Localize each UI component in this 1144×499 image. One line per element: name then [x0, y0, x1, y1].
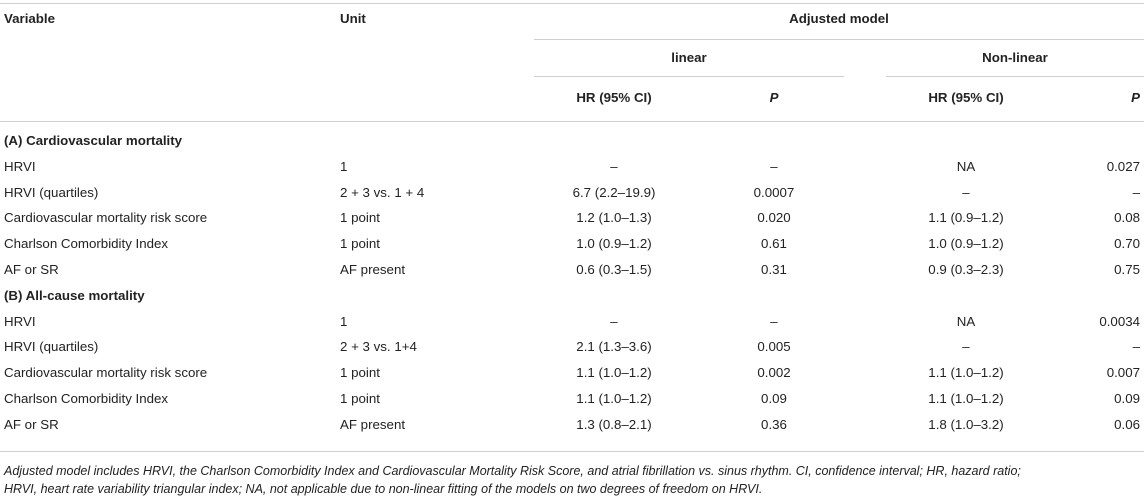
cell-variable: Cardiovascular mortality risk score — [4, 210, 208, 225]
header-adjusted-model: Adjusted model — [789, 11, 889, 26]
cell-nonlinear-hr: 1.1 (0.9–1.2) — [928, 210, 1004, 225]
cell-linear-p: – — [770, 159, 778, 174]
cell-nonlinear-p: 0.06 — [1114, 417, 1140, 432]
header-nonlinear-hr: HR (95% CI) — [928, 90, 1004, 105]
section-title: (A) Cardiovascular mortality — [4, 133, 183, 148]
cell-linear-p: – — [770, 314, 778, 329]
cell-linear-hr: 1.1 (1.0–1.2) — [576, 365, 652, 380]
bottom-rule — [0, 451, 1144, 452]
cell-unit: 2 + 3 vs. 1+4 — [340, 339, 417, 354]
linear-rule — [534, 76, 844, 77]
cell-nonlinear-p: 0.70 — [1114, 236, 1140, 251]
cell-linear-hr: 1.1 (1.0–1.2) — [576, 391, 652, 406]
cell-unit: AF present — [340, 417, 406, 432]
cell-nonlinear-p: 0.09 — [1114, 391, 1140, 406]
cell-nonlinear-p: 0.007 — [1106, 365, 1140, 380]
cell-linear-hr: 1.2 (1.0–1.3) — [576, 210, 652, 225]
cell-linear-p: 0.005 — [757, 339, 791, 354]
cell-nonlinear-hr: NA — [956, 314, 976, 329]
cell-linear-hr: 0.6 (0.3–1.5) — [576, 262, 652, 277]
header-nonlinear-p: P — [1131, 90, 1140, 105]
cell-unit: 1 point — [340, 236, 380, 251]
cell-linear-p: 0.020 — [757, 210, 791, 225]
cell-variable: HRVI (quartiles) — [4, 185, 99, 200]
cell-linear-p: 0.61 — [761, 236, 787, 251]
cell-unit: AF present — [340, 262, 406, 277]
cell-variable: Cardiovascular mortality risk score — [4, 365, 208, 380]
cell-nonlinear-p: 0.08 — [1114, 210, 1140, 225]
cell-nonlinear-p: – — [1132, 339, 1140, 354]
nonlinear-rule — [886, 76, 1144, 77]
cell-variable: AF or SR — [4, 262, 59, 277]
adjusted-model-rule — [534, 39, 1144, 40]
cell-linear-hr: – — [610, 314, 618, 329]
header-unit: Unit — [340, 11, 366, 26]
cell-linear-hr: 1.3 (0.8–2.1) — [576, 417, 652, 432]
header-linear-p: P — [769, 90, 779, 105]
cell-unit: 1 point — [340, 365, 380, 380]
cell-variable: HRVI — [4, 314, 36, 329]
cell-nonlinear-p: 0.75 — [1114, 262, 1140, 277]
cell-nonlinear-hr: 0.9 (0.3–2.3) — [928, 262, 1004, 277]
cell-variable: Charlson Comorbidity Index — [4, 391, 169, 406]
footnote-line-2: HRVI, heart rate variability triangular index; NA, not applicable due to non-linear fitting of the models on two degrees of freedom on HRVI. — [4, 482, 763, 496]
header-bottom-rule — [0, 121, 1144, 122]
cell-variable: Charlson Comorbidity Index — [4, 236, 169, 251]
cell-unit: 1 — [340, 314, 348, 329]
cell-linear-p: 0.36 — [761, 417, 787, 432]
cell-unit: 1 point — [340, 210, 380, 225]
header-linear: linear — [671, 50, 707, 65]
cell-nonlinear-hr: – — [962, 339, 970, 354]
cell-nonlinear-hr: 1.1 (1.0–1.2) — [928, 365, 1004, 380]
cell-nonlinear-hr: 1.0 (0.9–1.2) — [928, 236, 1004, 251]
header-linear-hr: HR (95% CI) — [576, 90, 652, 105]
header-nonlinear: Non-linear — [982, 50, 1048, 65]
top-rule — [0, 3, 1144, 4]
cell-unit: 2 + 3 vs. 1 + 4 — [340, 185, 425, 200]
cell-nonlinear-hr: – — [962, 185, 970, 200]
cell-nonlinear-hr: 1.8 (1.0–3.2) — [928, 417, 1004, 432]
table-footnote — [4, 462, 1134, 498]
cell-nonlinear-hr: 1.1 (1.0–1.2) — [928, 391, 1004, 406]
cell-nonlinear-p: 0.0034 — [1099, 314, 1140, 329]
cell-variable: HRVI — [4, 159, 36, 174]
section-title: (B) All-cause mortality — [4, 288, 145, 303]
footnote-line-1: Adjusted model includes HRVI, the Charlson Comorbidity Index and Cardiovascular Mortality Risk Score, and atrial fibrillation vs. sinus rhythm. CI, confidence interval; HR, hazard ratio; — [4, 464, 1021, 478]
cell-nonlinear-p: – — [1132, 185, 1140, 200]
cell-linear-p: 0.002 — [757, 365, 791, 380]
cell-linear-hr: 6.7 (2.2–19.9) — [572, 185, 656, 200]
cell-variable: HRVI (quartiles) — [4, 339, 99, 354]
cell-linear-p: 0.31 — [761, 262, 787, 277]
cell-nonlinear-hr: NA — [956, 159, 976, 174]
cell-unit: 1 — [340, 159, 348, 174]
cell-variable: AF or SR — [4, 417, 59, 432]
cell-linear-hr: – — [610, 159, 618, 174]
cell-linear-p: 0.09 — [761, 391, 787, 406]
cell-linear-hr: 1.0 (0.9–1.2) — [576, 236, 652, 251]
cell-linear-p: 0.0007 — [753, 185, 795, 200]
cell-unit: 1 point — [340, 391, 380, 406]
cell-linear-hr: 2.1 (1.3–3.6) — [576, 339, 652, 354]
header-variable: Variable — [4, 11, 56, 26]
cell-nonlinear-p: 0.027 — [1106, 159, 1140, 174]
